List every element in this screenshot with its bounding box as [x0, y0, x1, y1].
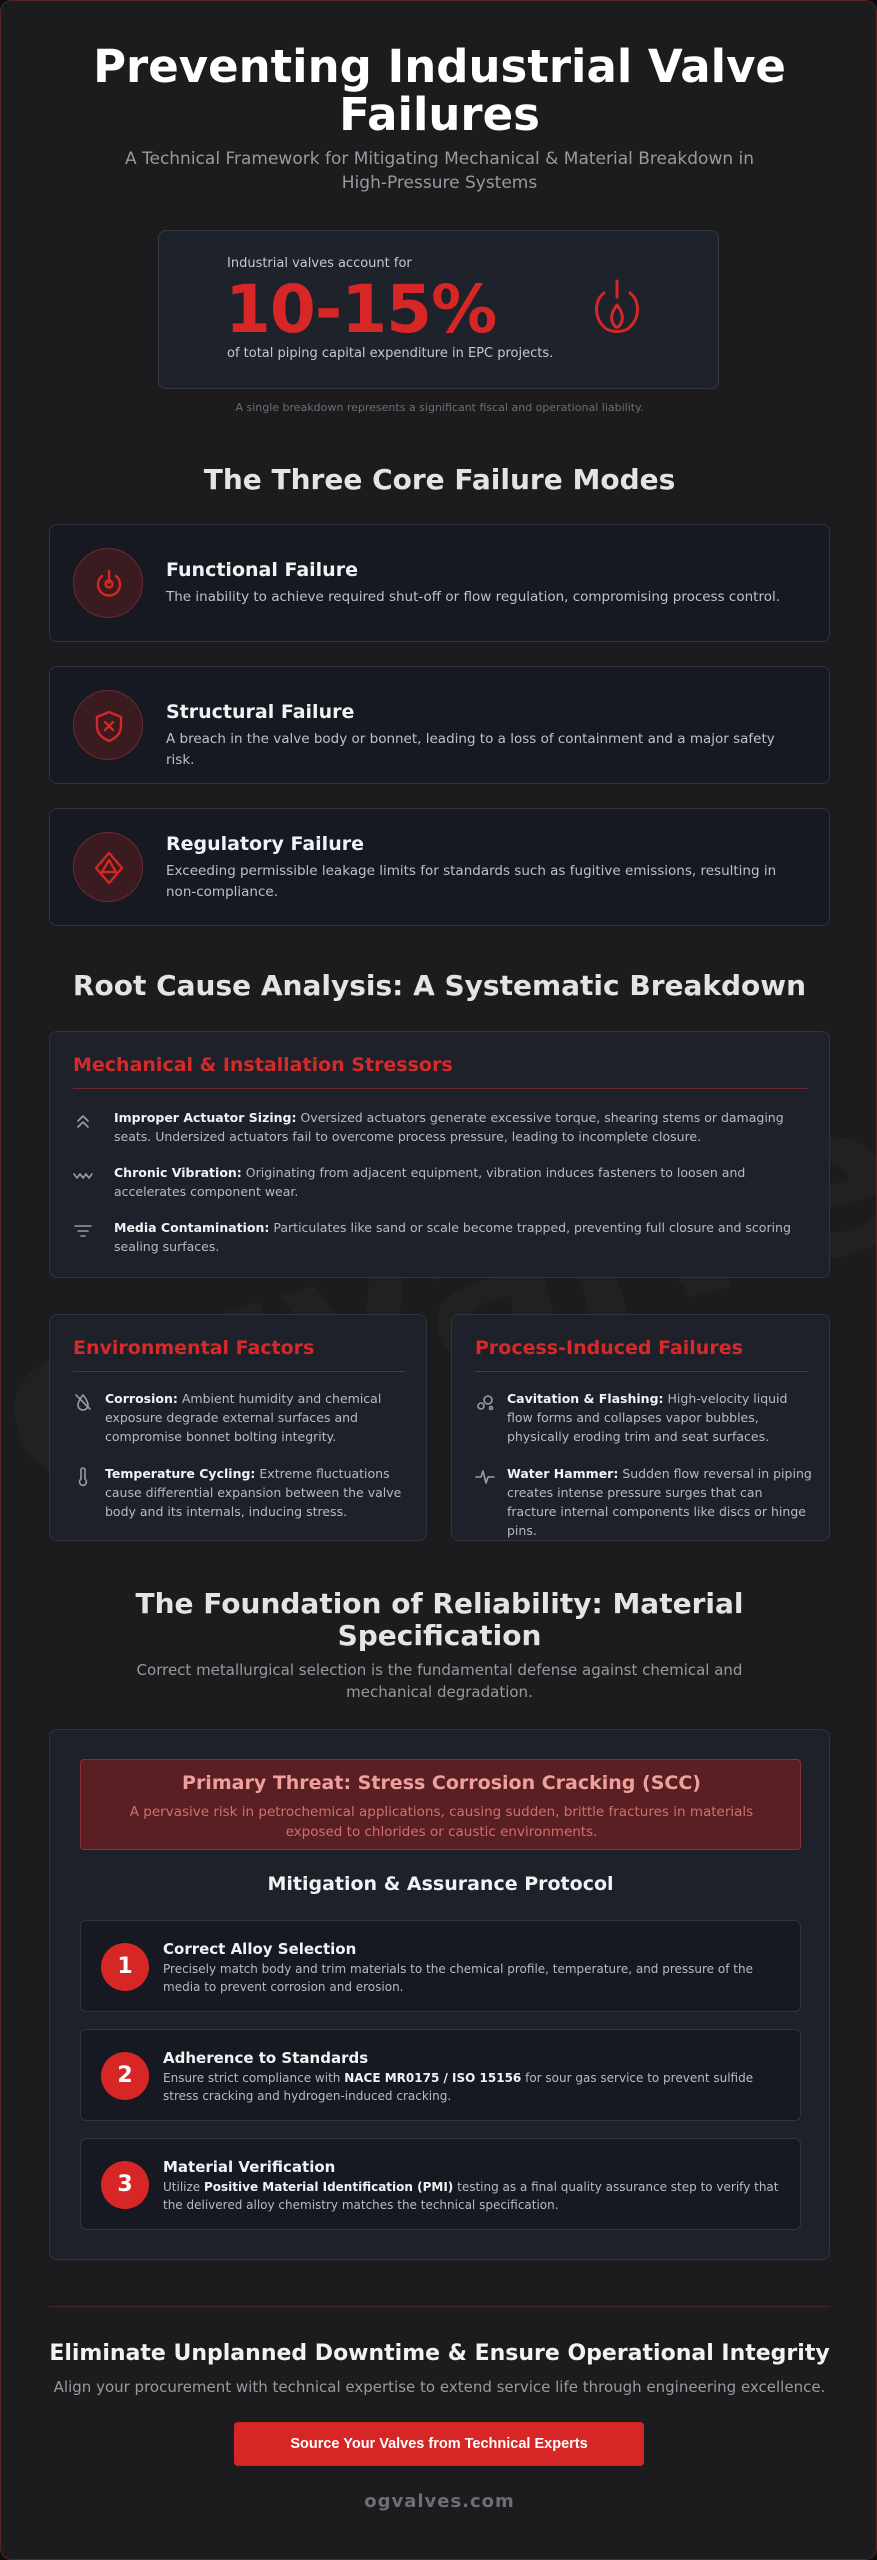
cause-contamination: Media Contamination: Particulates like sand or scale become trapped, preventing full closure and scoring sealing surfaces. [114, 1220, 791, 1254]
cause-vibration: Chronic Vibration: Originating from adjacent equipment, vibration induces fasteners to loosen and accelerates component wear. [114, 1165, 746, 1199]
cause-water-hammer: Water Hammer: Sudden flow reversal in piping creates intense pressure surges that can fracture internal components like discs or hinge pins. [507, 1466, 812, 1538]
stat-value: 10-15% [225, 271, 497, 348]
threat-banner [80, 1759, 801, 1850]
stat-lead-text: Industrial valves account for [227, 256, 412, 271]
step-title: Correct Alloy Selection [163, 1940, 357, 1958]
foundation-subtitle: Correct metallurgical selection is the fundamental defense against chemical and mechanical degradation. [136, 1661, 743, 1701]
mode-title: Regulatory Failure [166, 833, 364, 855]
process-panel [451, 1314, 830, 1541]
shield-x-icon [73, 690, 143, 760]
mode-desc: A breach in the valve body or bonnet, leading to a loss of containment and a major safety risk. [166, 731, 775, 768]
threat-desc: A pervasive risk in petrochemical applications, causing sudden, brittle fractures in materials exposed to chlorides or caustic environments. [129, 1804, 754, 1840]
step-desc: Ensure strict compliance with NACE MR0175 / ISO 15156 for sour gas service to prevent sulfide stress cracking and hydrogen-induced cracking. [163, 2071, 754, 2103]
stat-card [158, 230, 719, 389]
mode-card-regulatory [49, 808, 830, 926]
environmental-panel [49, 1314, 427, 1541]
mode-card-functional [49, 524, 830, 642]
mode-desc: Exceeding permissible leakage limits for standards such as fugitive emissions, resulting in non-compliance. [166, 863, 777, 900]
step-desc: Precisely match body and trim materials to the chemical profile, temperature, and pressure of the media to prevent corrosion and erosion. [163, 1962, 753, 1994]
panel-title: Mechanical & Installation Stressors [73, 1054, 453, 1076]
mode-title: Functional Failure [166, 559, 358, 581]
bubbles-icon [475, 1392, 495, 1412]
page-title: Preventing Industrial Valve Failures [93, 40, 786, 141]
section-divider [49, 2306, 830, 2307]
failure-modes-heading: The Three Core Failure Modes [203, 463, 676, 496]
page-subtitle: A Technical Framework for Mitigating Mechanical & Material Breakdown in High-Pressure Systems [124, 149, 755, 193]
panel-divider [475, 1371, 808, 1372]
cause-cavitation: Cavitation & Flashing: High-velocity liquid flow forms and collapses vapor bubbles, physically eroding trim and seat surfaces. [507, 1391, 788, 1444]
foundation-heading: The Foundation of Reliability: Material Specification [135, 1587, 744, 1652]
warning-diamond-icon [73, 832, 143, 902]
stat-tail-text: of total piping capital expenditure in EPC projects. [227, 346, 554, 361]
mode-title: Structural Failure [166, 701, 355, 723]
cta-subtitle: Align your procurement with technical expertise to extend service life through engineering excellence. [53, 2378, 826, 2396]
step-number: 1 [101, 1943, 149, 1991]
panel-divider [73, 1088, 808, 1089]
mode-desc: The inability to achieve required shut-off or flow regulation, compromising process control. [166, 589, 780, 605]
cause-actuator-sizing: Improper Actuator Sizing: Oversized actuators generate excessive torque, shearing stems or damaging seats. Undersized actuators fail to overcome process pressure, leading to incomplete closure. [114, 1110, 784, 1144]
source-valves-button[interactable]: Source Your Valves from Technical Experts [234, 2422, 644, 2466]
cause-corrosion: Corrosion: Ambient humidity and chemical exposure degrade external surfaces and compromise bonnet bolting integrity. [105, 1391, 382, 1444]
pulse-icon [475, 1467, 495, 1487]
panel-title: Process-Induced Failures [475, 1337, 743, 1359]
step-card [80, 2029, 801, 2121]
step-card [80, 1920, 801, 2012]
threat-title: Primary Threat: Stress Corrosion Cracking (SCC) [182, 1772, 701, 1794]
thermometer-icon [73, 1467, 93, 1487]
flame-icon [584, 275, 650, 341]
step-number: 3 [101, 2161, 149, 2209]
root-cause-heading: Root Cause Analysis: A Systematic Breakdown [72, 969, 807, 1002]
vibration-icon [73, 1166, 93, 1186]
protocol-title: Mitigation & Assurance Protocol [267, 1873, 614, 1895]
cta-title: Eliminate Unplanned Downtime & Ensure Operational Integrity [49, 2341, 830, 2366]
chevrons-up-icon [73, 1111, 93, 1131]
filter-icon [73, 1221, 93, 1241]
step-desc: Utilize Positive Material Identification (PMI) testing as a final quality assurance step to verify that the delivered alloy chemistry matches the technical specification. [163, 2180, 779, 2212]
cause-temperature-cycling: Temperature Cycling: Extreme fluctuations cause differential expansion between the valve body and its internals, inducing stress. [105, 1466, 402, 1519]
mechanical-panel [49, 1031, 830, 1278]
power-icon [73, 548, 143, 618]
material-panel [49, 1729, 830, 2260]
step-title: Adherence to Standards [163, 2049, 369, 2067]
step-number: 2 [101, 2052, 149, 2100]
panel-divider [73, 1371, 405, 1372]
footer-brand[interactable]: ogvalves.com [364, 2491, 515, 2512]
panel-title: Environmental Factors [73, 1337, 315, 1359]
step-title: Material Verification [163, 2158, 336, 2176]
mode-card-structural [49, 666, 830, 784]
step-card [80, 2138, 801, 2230]
droplet-off-icon [73, 1392, 93, 1412]
stat-note: A single breakdown represents a significant fiscal and operational liability. [235, 401, 644, 414]
